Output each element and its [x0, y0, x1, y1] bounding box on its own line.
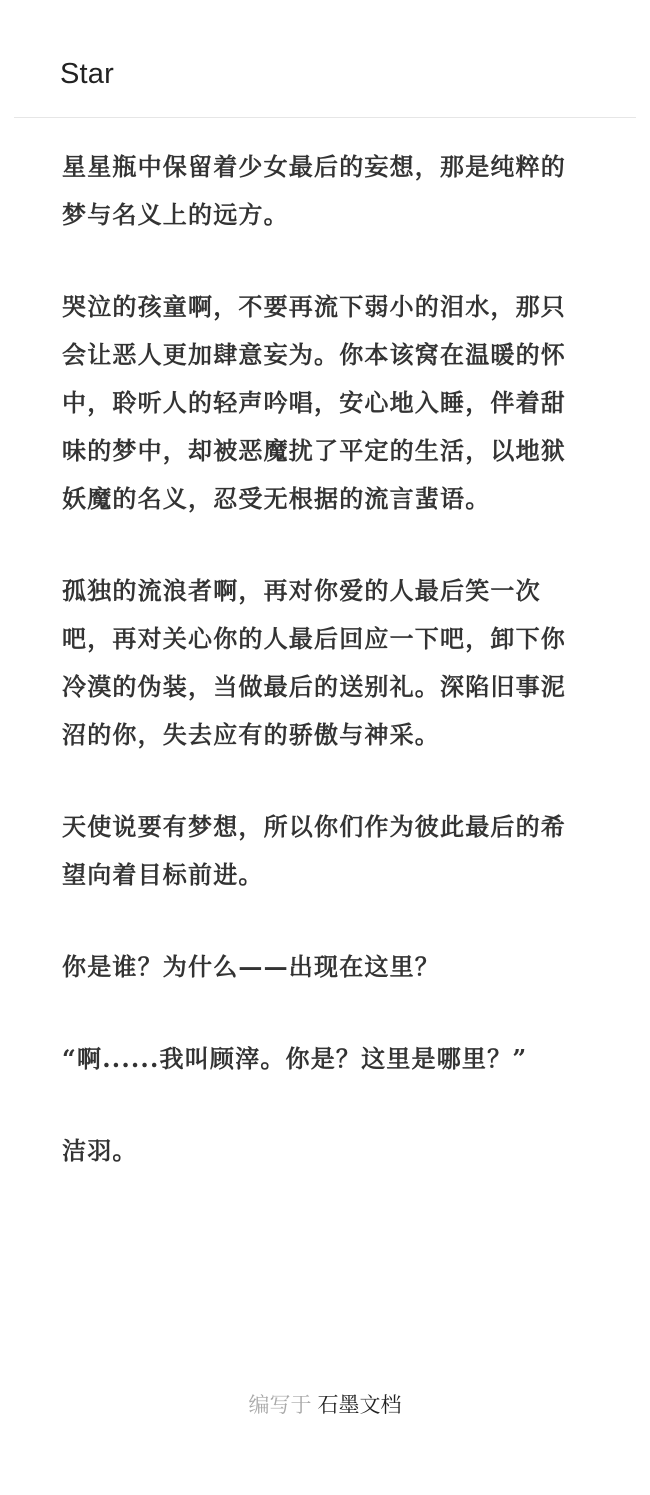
paragraph-gap — [62, 239, 590, 283]
paragraph-4: 天使说要有梦想，所以你们作为彼此最后的希望向着目标前进。 — [62, 812, 566, 889]
footer-written-with-label: 编写于 — [248, 1393, 312, 1417]
paragraph-gap — [62, 1083, 590, 1127]
paragraph-gap — [62, 759, 590, 803]
paragraph-1: 星星瓶中保留着少女最后的妄想，那是纯粹的梦与名义上的远方。 — [62, 152, 566, 229]
paragraph-6: “啊......我叫顾滓。你是？这里是哪里？” — [62, 1044, 528, 1073]
paragraph-7: 洁羽。 — [62, 1136, 138, 1165]
shimo-docs-link[interactable]: 石墨文档 — [317, 1393, 402, 1417]
document-footer — [0, 1388, 650, 1422]
document-header — [0, 0, 650, 118]
paragraph-3: 孤独的流浪者啊，再对你爱的人最后笑一次吧，再对关心你的人最后回应一下吧，卸下你冷漠的伪装，当做最后的送别礼。深陷旧事泥沼的你，失去应有的骄傲与神采。 — [62, 576, 566, 749]
paragraph-gap — [62, 899, 590, 943]
paragraph-5: 你是谁？为什么——出现在这里？ — [62, 952, 440, 981]
paragraph-gap — [62, 991, 590, 1035]
paragraph-gap — [62, 523, 590, 567]
document-body — [62, 143, 590, 1175]
document-title: Star — [60, 58, 114, 90]
header-divider — [14, 117, 636, 118]
paragraph-2: 哭泣的孩童啊，不要再流下弱小的泪水，那只会让恶人更加肆意妄为。你本该窝在温暖的怀中，聆听人的轻声吟唱，安心地入睡，伴着甜味的梦中，却被恶魔扰了平定的生活，以地狱妖魔的名义，忍受无根据的流言蜚语。 — [62, 292, 566, 513]
